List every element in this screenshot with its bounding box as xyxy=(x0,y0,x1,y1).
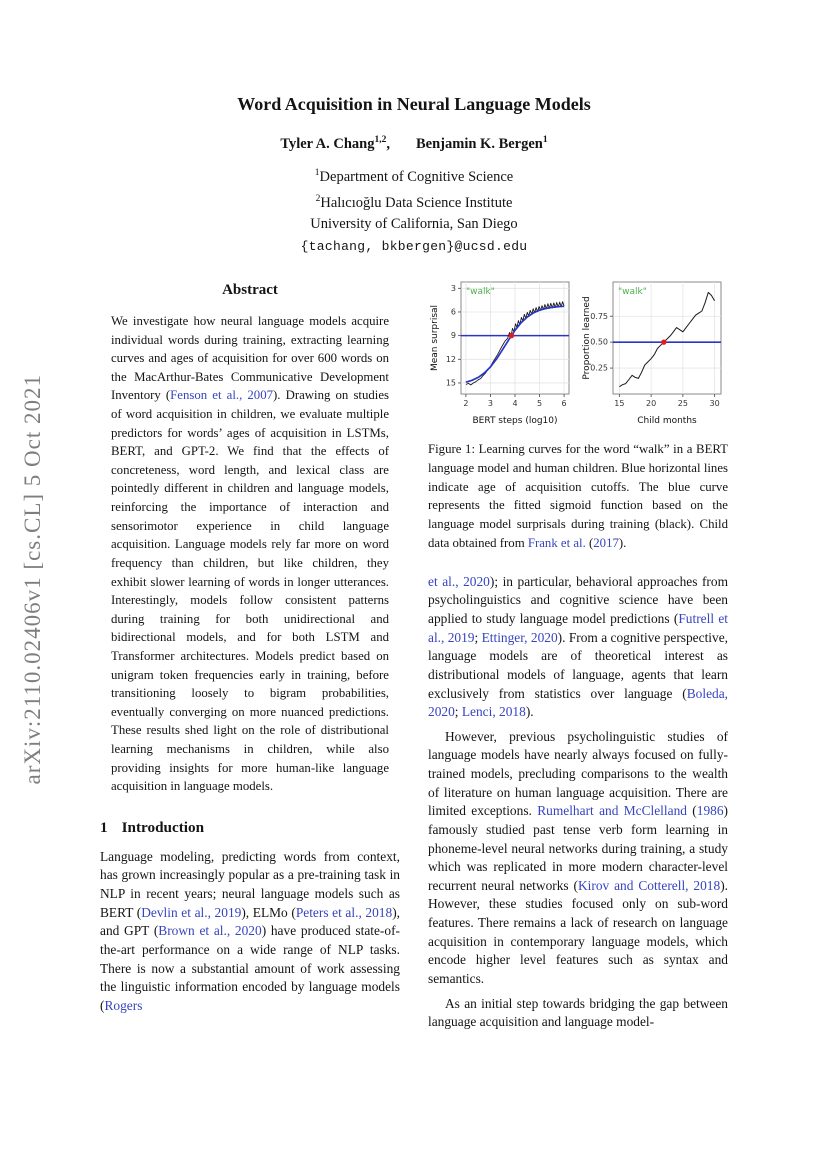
svg-text:20: 20 xyxy=(646,399,657,408)
svg-text:6: 6 xyxy=(561,399,567,408)
svg-text:3: 3 xyxy=(450,283,456,293)
svg-text:5: 5 xyxy=(536,399,543,408)
affiliation-3: University of California, San Diego xyxy=(310,216,518,233)
svg-text:12: 12 xyxy=(445,354,456,364)
figure-1 xyxy=(428,272,728,553)
svg-text:25: 25 xyxy=(677,399,688,408)
svg-text:Mean surprisal: Mean surprisal xyxy=(430,304,440,372)
section-title: Introduction xyxy=(121,818,205,836)
citation-link[interactable]: Rumelhart and McClelland xyxy=(537,803,687,819)
body-paragraph-continuation: et al., 2020); in particular, behavioral approaches from psycholinguistics and cognitive science have been applied to study language model predictions (Futrell et al., 2019; Ettinger, 2020). From a cognitive perspective, language models are of theoretical interest as distributional models of language, agents that learn exclusively from statistics over language (Boleda, 2020; Lenci, 2018). xyxy=(428,573,729,720)
svg-text:"walk": "walk" xyxy=(618,287,647,297)
citation-link[interactable]: 2017 xyxy=(593,535,619,550)
introduction-paragraph-1: Language modeling, predicting words from context, has grown increasingly popular as a pre-training task in NLP in recent years; neural language models such as BERT (Devlin et al., 2019), ELMo (Peters et al., 2018), and GPT (Brown et al., 2020) have produced state-of-the-art performance on a wide range of NLP tasks. There is now a substantial amount of work assessing the linguistic information encoded by language models (Rogers xyxy=(100,848,400,1013)
citation-link[interactable]: Frank et al. xyxy=(527,535,586,550)
figure1-child-learning-curve-plot xyxy=(580,272,727,428)
left-column xyxy=(100,282,400,1015)
svg-text:Proportion learned: Proportion learned xyxy=(582,296,592,380)
svg-text:9: 9 xyxy=(450,331,456,341)
section-number: 1 xyxy=(100,818,108,836)
citation-link[interactable]: Devlin et al., 2019 xyxy=(141,904,242,920)
citation-link[interactable]: 1986 xyxy=(696,803,724,819)
svg-text:0.75: 0.75 xyxy=(590,311,608,321)
citation-link[interactable]: Lenci, 2018 xyxy=(461,704,526,720)
body-paragraph-2: However, previous psycholinguistic studies of language models have nearly always focused on fully-trained models, precluding comparisons to the wealth of literature on human language acquisition. There are limited exceptions. Rumelhart and McClelland (1986) famously studied past tense verb form learning in phoneme-level neural networks during training, a study which was replicated in more modern character-level recurrent neural networks (Kirov and Cotterell, 2018). However, these studies focused only on sub-word features. There remains a lack of research on language acquisition in contemporary language models, which encode higher level features such as syntax and semantics. xyxy=(428,728,729,986)
svg-text:BERT steps (log10): BERT steps (log10) xyxy=(472,416,558,426)
svg-text:3: 3 xyxy=(487,399,494,408)
authors-line xyxy=(100,135,728,153)
affiliation-1: $^1$Department of Cognitive Science xyxy=(314,167,514,185)
svg-text:6: 6 xyxy=(450,307,456,317)
author-1-affiliation-marks: 1,2 xyxy=(374,135,387,145)
affiliation-2: $^2$Halıcıoğlu Data Science Institute xyxy=(315,193,513,211)
figure-1-caption: Figure 1: Learning curves for the word “walk” in a BERT language model and human children. Blue horizontal lines indicate age of acquisition cutoffs. The blue curve represents the fitted sigmoid function based on the language model surprisals during training (black). Child data obtained from Frank et al. (2017). xyxy=(428,442,728,550)
svg-text:2: 2 xyxy=(463,399,469,408)
citation-link[interactable]: Boleda, 2020 xyxy=(428,685,728,720)
figure1-bert-learning-curve-plot xyxy=(428,272,575,428)
citation-link[interactable]: Rogers xyxy=(104,997,143,1013)
svg-text:0.25: 0.25 xyxy=(590,363,608,373)
author-1: Tyler A. Chang$^{1,2}$, xyxy=(280,135,390,152)
author-2-affiliation-marks: 1 xyxy=(542,135,548,145)
author-emails: {tachang, bkbergen}@ucsd.edu xyxy=(300,239,528,255)
svg-text:0.50: 0.50 xyxy=(590,337,608,347)
svg-text:30: 30 xyxy=(709,399,720,408)
citation-link[interactable]: Peters et al., 2018 xyxy=(295,904,393,920)
abstract-text: We investigate how neural language models acquire individual words during training, extracting learning curves and ages of acquisition for over 600 words on the MacArthur-Bates Communicative Development Inventory (Fenson et al., 2007). Drawing on studies of word acquisition in children, we evaluate multiple predictors for words’ ages of acquisition in LSTMs, BERT, and GPT-2. We find that the effects of concreteness, word length, and lexical class are pointedly different in children and language models, reinforcing the importance of interaction and sensorimotor experience in child language acquisition. Language models rely far more on word frequency than children, but like children, they exhibit slower learning of words in longer utterances. Interestingly, models follow consistent patterns during training for both unidirectional and bidirectional models, and for both LSTM and Transformer architectures. Models predict based on unigram token frequencies early in training, before transitioning loosely to bigram probabilities, eventually converging on more nuanced predictions. These results shed light on the role of distributional learning mechanisms in children, while also providing insights for more human-like language acquisition in language models. xyxy=(111,314,389,794)
svg-text:"walk": "walk" xyxy=(466,287,495,297)
author-2: Benjamin K. Bergen$^1$ xyxy=(416,135,548,152)
paper-header xyxy=(100,94,728,254)
svg-text:Child months: Child months xyxy=(637,416,697,426)
paper-title: Word Acquisition in Neural Language Models xyxy=(237,94,591,114)
citation-link[interactable]: Kirov and Cotterell, 2018 xyxy=(577,877,721,893)
figure-1-charts xyxy=(428,272,728,428)
citation-link[interactable]: et al., 2020 xyxy=(428,573,490,589)
section-heading-introduction xyxy=(100,819,400,837)
citation-link[interactable]: Futrell et al., 2019 xyxy=(428,611,729,645)
svg-text:15: 15 xyxy=(614,399,625,408)
right-column xyxy=(428,272,728,1032)
abstract-heading: Abstract xyxy=(222,282,278,298)
citation-link[interactable]: Ettinger, 2020 xyxy=(481,629,558,645)
citation-link[interactable]: Fenson et al., 2007 xyxy=(170,388,273,403)
svg-text:4: 4 xyxy=(512,399,518,408)
svg-text:15: 15 xyxy=(445,378,456,388)
citation-link[interactable]: Brown et al., 2020 xyxy=(158,923,262,939)
body-paragraph-3: As an initial step towards bridging the gap between language acquisition and language model- xyxy=(428,995,728,1030)
arxiv-stamp: arXiv:2110.02406v1 [cs.CL] 5 Oct 2021 xyxy=(20,374,45,785)
